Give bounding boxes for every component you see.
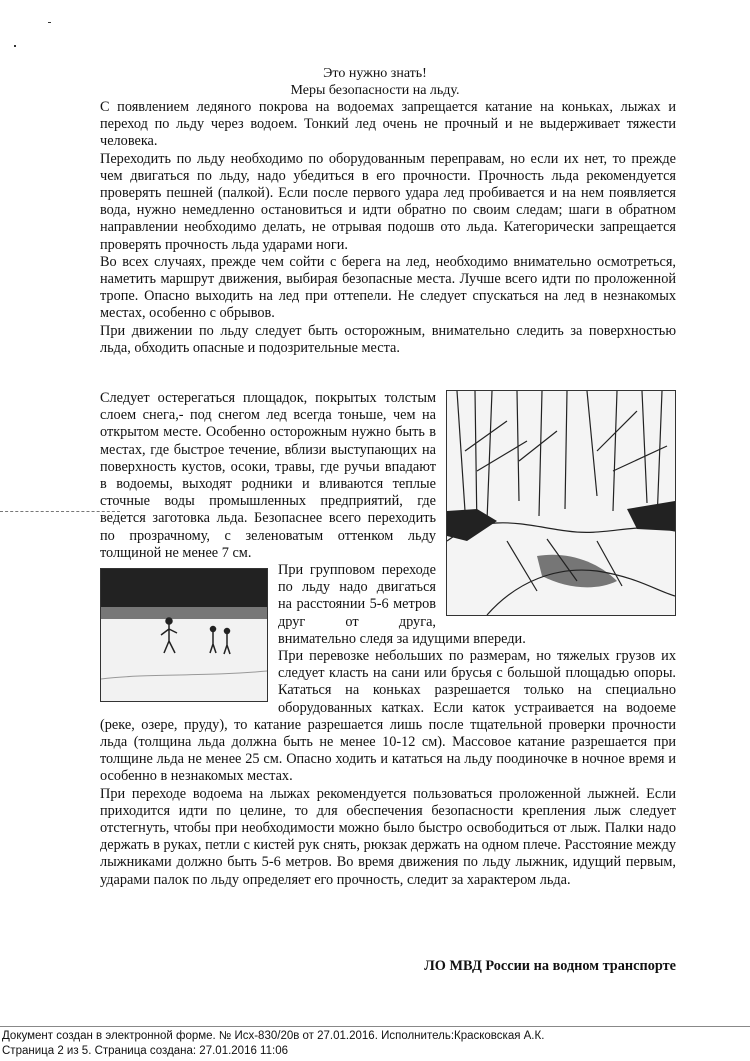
document-subtitle: Меры безопасности на льду.	[290, 83, 460, 98]
scan-speck	[14, 45, 16, 47]
signature: ЛО МВД России на водном транспорте	[424, 958, 676, 974]
paragraph: С появлением ледяного покрова на водоемах запрещается катание на коньках, лыжах и переход по льду через водоем. Тонкий лед очень не прочный и не выдерживает тяжести человека.	[100, 99, 676, 150]
paragraph: Переходить по льду необходимо по оборудованным переправам, но если их нет, то прежде чем двигаться по льду, надо убедиться в его прочности. Прочность льда рекомендуется проверять пешней (палкой). Если после первого удара лед пробивается и на нем появляется вода, нужно немедленно остановиться и идти обратно по своим следам; шаги в обратном направлении необходимо делать, не отрывая подошв ото льда. Категорически запрещается проверять прочность льда ударами ноги.	[100, 150, 676, 253]
footer-divider	[0, 1026, 750, 1027]
document-title: Это нужно знать!	[323, 66, 427, 81]
winter-river-photo	[446, 390, 676, 616]
intro-text	[100, 99, 676, 357]
paragraph: При перевозке небольших по размерам, но тяжелых грузов их следует класть на сани или брусья с большой площадью опоры. Кататься на коньках разрешается только на специально оборудованных катках. Если каток устраивается на водоеме (реке, озере, пруду), то катание разрешается лишь после тщательной проверки прочности льда (толщина льда должна быть не менее 10-12 см). Массовое катание разрешается при толщине льда не менее 25 см. Опасно ходить и кататься на льду поодиночке в ночное время и особенно в незнакомых местах.	[100, 648, 676, 785]
scan-speck	[48, 22, 51, 23]
paragraph: Следует остерегаться площадок, покрытых толстым слоем снега,- под снегом лед всегда тоньше, чем на открытом месте. Особенно осторожным нужно быть в местах, где быстрое течение, вблизи выступающих на поверхность кустов, осоки, травы, где ручьи впадают в водоемы, выходят родники и вливаются теплые сточные воды промышленных предприятий, где ведется заготовка льда. Безопаснее всего переходить по прозрачному, с зеленоватым оттенком льду толщиной не менее 7 см.	[100, 390, 436, 561]
paragraph: При движении по льду следует быть осторожным, внимательно следить за поверхностью льда, обходить опасные и подозрительные места.	[100, 322, 676, 356]
illustrated-text	[100, 390, 676, 889]
paragraph: При переходе водоема на лыжах рекомендуется пользоваться проложенной лыжней. Если приходится идти по целине, то для обеспечения безопасности крепления лыж следует отстегнуть, чтобы при необходимости можно было быстро освободиться от лыж. Палки надо держать в руках, петли с кистей рук снять, рюкзак держать на одном плече. Расстояние между лыжниками должно быть 5-6 метров. Во время движения по льду лыжник, идущий первым, ударами палок по льду определяет его прочность, следит за характером льда.	[100, 785, 676, 888]
footer-document-info: Документ создан в электронной форме. № Исх-830/20в от 27.01.2016. Исполнитель:Красковская А.К.	[2, 1030, 545, 1042]
footer-page-info: Страница 2 из 5. Страница создана: 27.01.2016 11:06	[2, 1045, 288, 1057]
paragraph: Во всех случаях, прежде чем сойти с берега на лед, необходимо внимательно осмотреться, наметить маршрут движения, выбирая безопасные места. Лучше всего идти по проложенной тропе. Опасно выходить на лед при оттепели. Не следует спускаться на лед в незнакомых местах, особенно с обрывов.	[100, 253, 676, 322]
paragraph: При групповом переходе по льду надо двигаться на расстоянии 5-6 метров друг от друга, внимательно следя за идущими впереди.	[278, 562, 526, 647]
ice-skaters-photo	[100, 568, 268, 702]
